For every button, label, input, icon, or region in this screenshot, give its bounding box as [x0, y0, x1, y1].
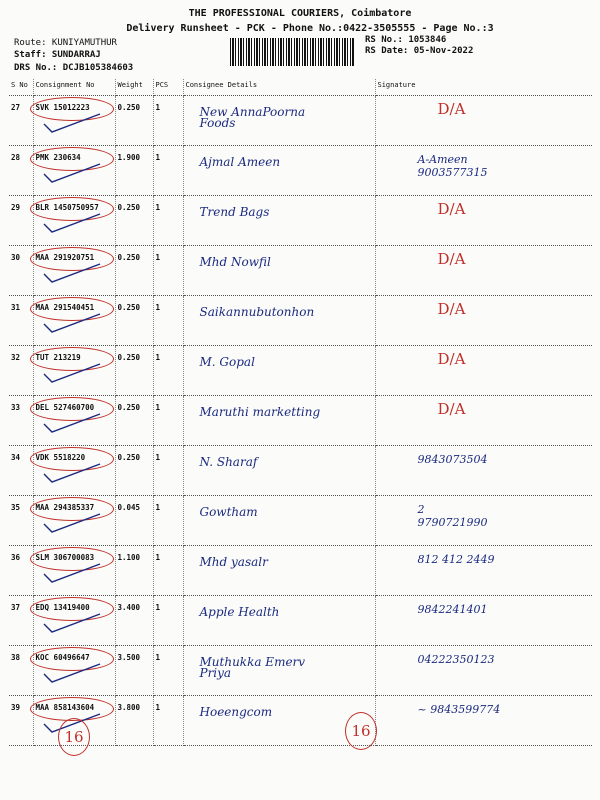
- check-mark-icon: [42, 112, 102, 134]
- weight-cell: [115, 646, 153, 696]
- signature-text: D/A: [437, 100, 466, 118]
- col-consignment: Consignment No: [33, 79, 115, 96]
- consignee-cell: [183, 146, 375, 196]
- consignee-name: Ajmal Ameen: [199, 155, 281, 169]
- sno-cell: [9, 546, 33, 596]
- signature-cell: [375, 646, 592, 696]
- consignee-cell: [183, 546, 375, 596]
- consignee-name: N. Sharaf: [199, 455, 258, 469]
- weight-cell: [115, 346, 153, 396]
- pcs-value: 1: [155, 403, 161, 412]
- sno-value: 37: [11, 603, 21, 612]
- weight-value: 0.250: [117, 253, 141, 262]
- table-row: [9, 696, 592, 746]
- sno-value: 38: [11, 653, 21, 662]
- pcs-cell: [153, 596, 183, 646]
- signature-text: D/A: [437, 300, 466, 318]
- consignment-cell: [33, 646, 115, 696]
- signature-text: A-Ameen 9003577315: [417, 153, 488, 179]
- pcs-cell: [153, 646, 183, 696]
- weight-value: 3.400: [117, 603, 141, 612]
- signature-cell: [375, 346, 592, 396]
- consignment-cell: [33, 96, 115, 146]
- col-signature: Signature: [375, 79, 592, 96]
- pcs-value: 1: [155, 503, 161, 512]
- check-mark-icon: [42, 412, 102, 434]
- consignee-cell: [183, 346, 375, 396]
- consignment-cell: [33, 296, 115, 346]
- consignment-value: MAA 858143604: [35, 703, 95, 712]
- signature-cell: [375, 496, 592, 546]
- weight-value: 0.250: [117, 453, 141, 462]
- consignment-cell: [33, 196, 115, 246]
- sno-cell: [9, 146, 33, 196]
- signature-cell: [375, 246, 592, 296]
- check-mark-icon: [42, 662, 102, 684]
- signature-cell: [375, 396, 592, 446]
- sno-cell: [9, 446, 33, 496]
- weight-value: 0.250: [117, 303, 141, 312]
- sno-cell: [9, 296, 33, 346]
- pcs-cell: [153, 196, 183, 246]
- consignment-value: SVK 15012223: [35, 103, 90, 112]
- staff-label: Staff: SUNDARRAJ: [14, 50, 101, 60]
- signature-text: 04222350123: [417, 653, 495, 666]
- signature-cell: [375, 546, 592, 596]
- consignee-cell: [183, 596, 375, 646]
- signature-text: 9843073504: [417, 453, 488, 466]
- runsheet-title: Delivery Runsheet - PCK - Phone No.:0422-3505555 - Page No.:3: [126, 23, 494, 34]
- signature-text: ~ 9843599774: [417, 703, 501, 716]
- table-row: [9, 246, 592, 296]
- consignee-cell: [183, 396, 375, 446]
- sno-value: 31: [11, 303, 21, 312]
- sno-cell: [9, 346, 33, 396]
- barcode-image: [230, 38, 355, 66]
- weight-value: 1.100: [117, 553, 141, 562]
- col-weight: Weight: [115, 79, 153, 96]
- weight-value: 0.250: [117, 103, 141, 112]
- weight-value: 0.250: [117, 203, 141, 212]
- consignment-value: VDK 5518220: [35, 453, 86, 462]
- consignee-name: M. Gopal: [199, 355, 255, 369]
- weight-cell: [115, 546, 153, 596]
- route-label: Route: KUNIYAMUTHUR: [14, 38, 117, 48]
- consignee-name: Mhd Nowfil: [199, 255, 271, 269]
- company-title: THE PROFESSIONAL COURIERS, Coimbatore: [188, 8, 412, 19]
- sno-cell: [9, 496, 33, 546]
- table-row: [9, 496, 592, 546]
- consignment-value: MAA 294385337: [35, 503, 95, 512]
- signature-cell: [375, 596, 592, 646]
- pcs-cell: [153, 246, 183, 296]
- weight-value: 3.800: [117, 703, 141, 712]
- sno-cell: [9, 96, 33, 146]
- table-row: [9, 396, 592, 446]
- consignee-name: Trend Bags: [199, 205, 270, 219]
- table-row: [9, 196, 592, 246]
- table-row: [9, 296, 592, 346]
- sno-value: 35: [11, 503, 21, 512]
- signature-cell: [375, 446, 592, 496]
- page-count-mark-right: 16: [345, 712, 377, 750]
- consignment-cell: [33, 446, 115, 496]
- signature-cell: [375, 146, 592, 196]
- table-header-row: [9, 79, 592, 96]
- consignment-value: TUT 213219: [35, 353, 81, 362]
- check-mark-icon: [42, 212, 102, 234]
- sno-value: 30: [11, 253, 21, 262]
- check-mark-icon: [42, 262, 102, 284]
- consignment-value: BLR 1450750957: [35, 203, 99, 212]
- check-mark-icon: [42, 312, 102, 334]
- consignee-cell: [183, 296, 375, 346]
- pcs-cell: [153, 396, 183, 446]
- sno-cell: [9, 696, 33, 746]
- sno-cell: [9, 246, 33, 296]
- weight-value: 0.045: [117, 503, 141, 512]
- pcs-cell: [153, 146, 183, 196]
- check-mark-icon: [42, 462, 102, 484]
- consignment-cell: [33, 346, 115, 396]
- signature-text: 9842241401: [417, 603, 488, 616]
- consignee-cell: [183, 496, 375, 546]
- rs-number: RS No.: 1053846: [365, 35, 447, 45]
- pcs-value: 1: [155, 653, 161, 662]
- weight-cell: [115, 396, 153, 446]
- pcs-value: 1: [155, 203, 161, 212]
- consignment-cell: [33, 146, 115, 196]
- page-count-mark-left: 16: [58, 718, 90, 756]
- consignee-name: Maruthi marketting: [199, 405, 321, 419]
- consignment-value: KOC 60496647: [35, 653, 90, 662]
- sno-value: 39: [11, 703, 21, 712]
- consignee-cell: [183, 446, 375, 496]
- check-mark-icon: [42, 512, 102, 534]
- consignment-cell: [33, 396, 115, 446]
- consignment-value: PMK 230634: [35, 153, 81, 162]
- sno-value: 34: [11, 453, 21, 462]
- drs-number: DRS No.: DCJB105384603: [14, 63, 134, 73]
- pcs-cell: [153, 696, 183, 746]
- weight-value: 3.500: [117, 653, 141, 662]
- signature-text: D/A: [437, 250, 466, 268]
- pcs-value: 1: [155, 153, 161, 162]
- pcs-value: 1: [155, 303, 161, 312]
- table-row: [9, 96, 592, 146]
- sno-value: 32: [11, 353, 21, 362]
- pcs-cell: [153, 546, 183, 596]
- pcs-value: 1: [155, 453, 161, 462]
- sno-value: 29: [11, 203, 21, 212]
- weight-cell: [115, 196, 153, 246]
- table-row: [9, 146, 592, 196]
- signature-text: D/A: [437, 350, 466, 368]
- check-mark-icon: [42, 612, 102, 634]
- signature-text: D/A: [437, 200, 466, 218]
- runsheet-table: [9, 79, 592, 746]
- signature-cell: [375, 696, 592, 746]
- consignee-cell: [183, 246, 375, 296]
- sno-cell: [9, 596, 33, 646]
- signature-cell: [375, 196, 592, 246]
- weight-cell: [115, 146, 153, 196]
- check-mark-icon: [42, 562, 102, 584]
- pcs-cell: [153, 296, 183, 346]
- weight-cell: [115, 696, 153, 746]
- pcs-value: 1: [155, 353, 161, 362]
- consignee-name: Mhd yasalr: [199, 555, 268, 569]
- consignee-name: Apple Health: [199, 605, 280, 619]
- consignee-name: Hoeengcom: [199, 705, 273, 719]
- pcs-value: 1: [155, 553, 161, 562]
- sno-value: 33: [11, 403, 21, 412]
- consignee-name: Muthukka Emerv Priya: [199, 655, 306, 680]
- weight-value: 0.250: [117, 403, 141, 412]
- consignee-cell: [183, 646, 375, 696]
- pcs-value: 1: [155, 103, 161, 112]
- weight-value: 1.900: [117, 153, 141, 162]
- consignee-name: New AnnaPoorna Foods: [199, 105, 306, 130]
- table-row: [9, 596, 592, 646]
- table-row: [9, 546, 592, 596]
- check-mark-icon: [42, 162, 102, 184]
- signature-cell: [375, 96, 592, 146]
- table-row: [9, 446, 592, 496]
- consignment-value: MAA 291540451: [35, 303, 95, 312]
- consignee-cell: [183, 96, 375, 146]
- pcs-value: 1: [155, 603, 161, 612]
- weight-cell: [115, 96, 153, 146]
- pcs-cell: [153, 446, 183, 496]
- pcs-value: 1: [155, 253, 161, 262]
- sno-value: 36: [11, 553, 21, 562]
- pcs-cell: [153, 346, 183, 396]
- sno-cell: [9, 646, 33, 696]
- sno-cell: [9, 196, 33, 246]
- weight-cell: [115, 246, 153, 296]
- consignment-cell: [33, 596, 115, 646]
- table-row: [9, 346, 592, 396]
- consignment-cell: [33, 496, 115, 546]
- weight-cell: [115, 296, 153, 346]
- weight-cell: [115, 446, 153, 496]
- consignee-name: Saikannubutonhon: [199, 305, 315, 319]
- consignment-value: EDQ 13419400: [35, 603, 90, 612]
- col-sno: S No: [9, 79, 33, 96]
- sno-cell: [9, 396, 33, 446]
- sno-value: 28: [11, 153, 21, 162]
- weight-value: 0.250: [117, 353, 141, 362]
- consignment-value: MAA 291920751: [35, 253, 95, 262]
- table-row: [9, 646, 592, 696]
- consignee-name: Gowtham: [199, 505, 258, 519]
- weight-cell: [115, 496, 153, 546]
- check-mark-icon: [42, 362, 102, 384]
- rs-date: RS Date: 05-Nov-2022: [365, 46, 474, 56]
- consignment-cell: [33, 546, 115, 596]
- pcs-value: 1: [155, 703, 161, 712]
- consignee-cell: [183, 196, 375, 246]
- consignment-value: SLM 306700083: [35, 553, 95, 562]
- consignment-value: DEL 527460700: [35, 403, 95, 412]
- signature-text: D/A: [437, 400, 466, 418]
- signature-text: 2 9790721990: [417, 503, 488, 529]
- consignment-cell: [33, 246, 115, 296]
- signature-text: 812 412 2449: [417, 553, 495, 566]
- col-consignee: Consignee Details: [183, 79, 375, 96]
- pcs-cell: [153, 96, 183, 146]
- weight-cell: [115, 596, 153, 646]
- signature-cell: [375, 296, 592, 346]
- sno-value: 27: [11, 103, 21, 112]
- pcs-cell: [153, 496, 183, 546]
- col-pcs: PCS: [153, 79, 183, 96]
